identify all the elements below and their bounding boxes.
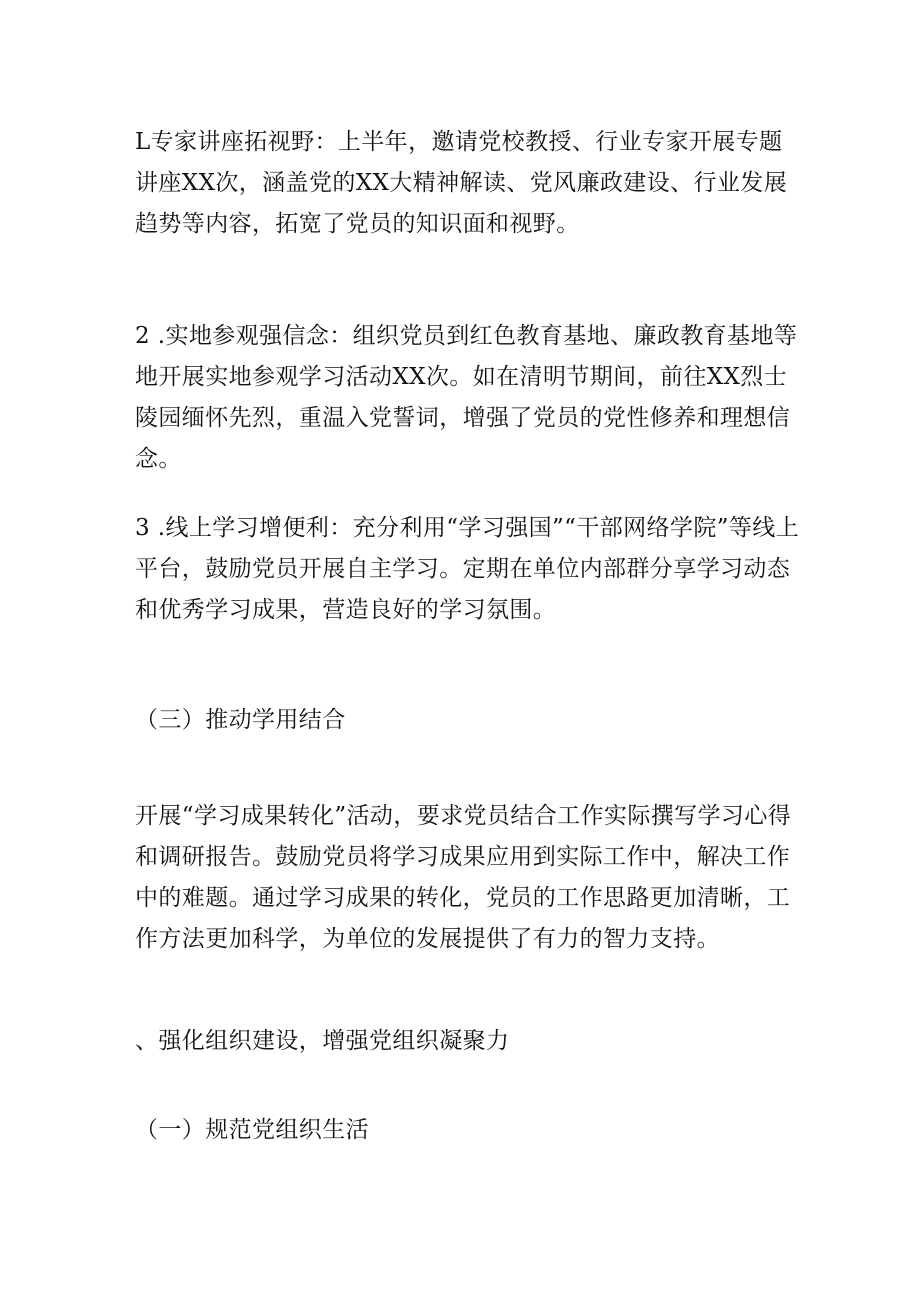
subheading-party-organization-life: （一）规范党组织生活 (135, 1117, 369, 1143)
paragraph-field-visits: 2 .实地参观强信念：组织党员到红色教育基地、廉政教育基地等地开展实地参观学习活动XX次。如在清明节期间，前往XX烈士陵园缅怀先烈，重温入党誓词，增强了党员的党性修养和理想信念。 (135, 323, 798, 472)
heading-combine-learning-and-practice: （三）推动学用结合 (135, 707, 346, 733)
paragraph-online-learning: 3 .线上学习增便利：充分利用“学习强国”“干部网络学院”等线上平台，鼓励党员开展自主学习。定期在单位内部群分享学习动态和优秀学习成果，营造良好的学习氛围。 (135, 515, 800, 623)
section-heading-organization-building: 、强化组织建设，增强党组织凝聚力 (135, 1028, 510, 1054)
paragraph-expert-lectures: L专家讲座拓视野：上半年，邀请党校教授、行业专家开展专题讲座XX次，涵盖党的XX大精神解读、党风廉政建设、行业发展趋势等内容，拓宽了党员的知识面和视野。 (135, 129, 788, 237)
paragraph-learning-results: 开展“学习成果转化”活动，要求党员结合工作实际撰写学习心得和调研报告。鼓励党员将学习成果应用到实际工作中，解决工作中的难题。通过学习成果的转化，党员的工作思路更加清晰，工作方法更加科学，为单位的发展提供了有力的智力支持。 (135, 803, 792, 952)
